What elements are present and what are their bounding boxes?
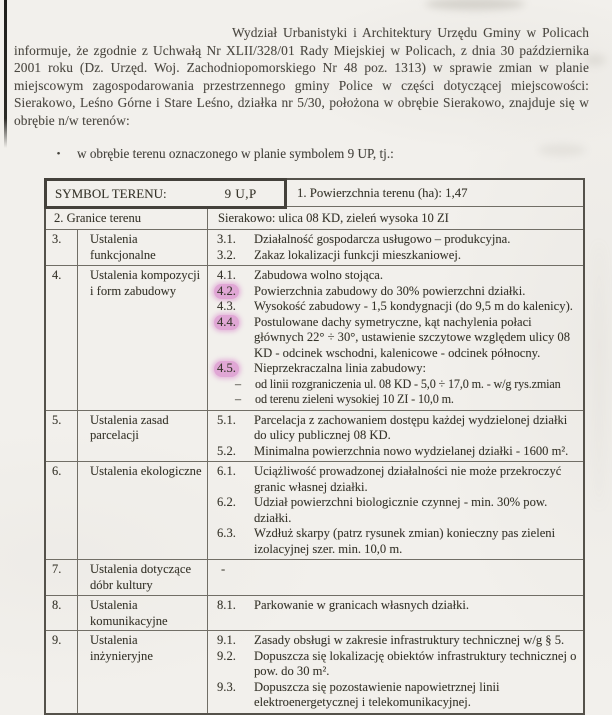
- item-number: 8.1.: [217, 598, 236, 612]
- bullet-text: w obrębie terenu oznaczonego w planie symbolem 9 UP, tj.:: [77, 146, 394, 161]
- list-item: [217, 315, 579, 362]
- item-number-highlighted: 4.2.: [214, 284, 239, 300]
- item-number: 5.2.: [217, 443, 236, 458]
- list-item: -: [221, 562, 226, 576]
- item-number-highlighted: 4.5.: [214, 361, 239, 377]
- sub-list-item: [217, 392, 579, 408]
- row-label: Ustalenia ekologiczne: [78, 462, 208, 559]
- row-label: Ustalenia komunikacyjne: [78, 596, 208, 630]
- table-row: [46, 560, 583, 596]
- item-text: Minimalna powierzchnia nowo wydzielanej działki - 1600 m².: [254, 443, 569, 458]
- item-text: Nieprzekraczalna linia zabudowy:: [254, 361, 427, 375]
- row-label: Ustalenia zasad parcelacji: [78, 411, 208, 462]
- item-text: Parkowanie w granicach własnych działki.: [254, 598, 470, 612]
- row-content: [208, 462, 583, 559]
- row-label: Ustalenia kompozycji i form zabudowy: [78, 266, 208, 410]
- row-number: 6.: [46, 462, 78, 559]
- list-item: [217, 649, 579, 680]
- item-text: Parcelacja z zachowaniem dostępu każdej wydzielonej działki do ulicy publicznej 08 KD.: [254, 412, 568, 442]
- item-text: Wzdłuż skarpy (patrz rysunek zmian) konieczny pas zieleni izolacyjnej szer. min. 10,0 m.: [254, 526, 556, 556]
- list-item: [217, 526, 579, 557]
- row-number: 8.: [46, 596, 78, 630]
- table-row: [46, 631, 583, 713]
- item-number: 6.2.: [217, 495, 236, 509]
- item-text: Dopuszcza się pozostawienie napowietrznej linii elektroenergetycznej i telekomunikacyjnej.: [254, 679, 500, 709]
- table-header-row: [46, 180, 583, 207]
- item-number: 6.3.: [217, 526, 236, 540]
- row-content: [208, 631, 583, 713]
- item-number: 9.2.: [217, 648, 236, 663]
- item-number-highlighted: 4.4.: [214, 315, 239, 331]
- row-number: 3.: [46, 230, 78, 265]
- list-item: [217, 268, 579, 284]
- granice-label-cell: 2. Granice terenu: [46, 207, 208, 229]
- bleedthrough-smudge: [538, 144, 586, 156]
- list-item: [217, 464, 579, 495]
- row-label: Ustalenia dotyczące dóbr kultury: [78, 560, 208, 595]
- row-label: Ustalenia inżynieryjne: [78, 631, 208, 713]
- row-content: [208, 560, 583, 595]
- item-text: Uciążliwość prowadzonej działalności nie może przekroczyć granic własnej działki.: [254, 464, 562, 494]
- row-number: 9.: [46, 631, 78, 713]
- list-item: [217, 413, 579, 444]
- item-number: 9.3.: [217, 679, 236, 694]
- table-row: [46, 230, 583, 266]
- row-content: [208, 230, 583, 265]
- plan-table: [44, 178, 585, 715]
- item-number: 9.1.: [217, 633, 236, 647]
- item-number: 3.2.: [217, 247, 236, 262]
- granice-value-cell: Sierakowo: ulica 08 KD, zieleń wysoka 10 ZI: [218, 210, 449, 225]
- list-item: [217, 633, 579, 649]
- bullet-icon: •: [56, 148, 61, 160]
- symbol-terenu-box: [44, 178, 287, 209]
- list-item: [217, 248, 579, 264]
- dash-icon: –: [235, 376, 241, 391]
- scan-edge-artifact: [4, 0, 7, 148]
- item-text: Powierzchnia zabudowy do 30% powierzchni działki.: [254, 283, 526, 298]
- area-text: 1. Powierzchnia terenu (ha): 1,47: [297, 185, 468, 200]
- list-item: [217, 299, 579, 315]
- row-content: [208, 266, 583, 410]
- table-row: [46, 596, 583, 631]
- table-rows: [46, 230, 583, 713]
- bleedthrough-smudge: [594, 240, 604, 510]
- symbol-terenu-label: SYMBOL TERENU:: [55, 185, 167, 201]
- symbol-terenu-value: 9 U,P: [224, 185, 257, 201]
- list-item: [217, 495, 579, 526]
- item-text: Zabudowa wolno stojąca.: [254, 268, 384, 282]
- item-number: 3.1.: [217, 232, 236, 246]
- bullet-item: [40, 146, 394, 162]
- item-number: 4.3.: [217, 299, 236, 313]
- row-content: [208, 596, 583, 630]
- row-label: Ustalenia funkcjonalne: [78, 230, 208, 265]
- row-number: 5.: [46, 411, 78, 462]
- list-item: [217, 680, 579, 711]
- sub-item-text: od terenu zieleni wysokiej 10 ZI - 10,0 m.: [255, 392, 454, 406]
- sub-item-text: od linii rozgraniczenia ul. 08 KD - 5,0 ÷ 17,0 m. - w/g rys.zmian: [255, 376, 561, 391]
- item-text: Zakaz lokalizacji funkcji mieszkaniowej.: [254, 247, 462, 262]
- list-item: [217, 284, 579, 300]
- bleedthrough-smudge: [425, 0, 525, 10]
- item-text: Postulowane dachy symetryczne, kąt nachylenia połaci głównych 22° ÷ 30°, ustawienie szczytowe względem ulicy 08 KD - odcinek wschodni, kalenicowe - odcinek północny.: [254, 314, 571, 360]
- table-row: [46, 462, 583, 560]
- row-content: [208, 411, 583, 462]
- intro-paragraph: Wydział Urbanistyki i Architektury Urzędu Gminy w Policach informuje, że zgodnie z Uchwałą Nr XLII/328/01 Rady Miejskiej w Policach, z dnia 30 października 2001 roku (Dz. Urzęd. Woj. Zachodniopomorskiego Nr 48 poz. 1313) w sprawie zmian w planie miejscowym zagospodarowania przestrzennego gminy Police w części dotyczącej miejscowości: Sierakowo, Leśno Górne i Stare Leśno, działka nr 5/30, położona w obrębie Sierakowo, znajduje się w obrębie n/w terenów:: [14, 25, 589, 128]
- granice-row: [46, 207, 583, 230]
- item-number: 5.1.: [217, 412, 236, 427]
- dash-icon: –: [235, 392, 241, 406]
- item-text: Wysokość zabudowy - 1,5 kondygnacji (do 9,5 m do kalenicy).: [254, 299, 573, 313]
- area-cell: [287, 180, 583, 206]
- list-item: [217, 232, 579, 248]
- sub-list-item: [217, 377, 579, 393]
- item-number: 6.1.: [217, 464, 236, 478]
- item-text: Udział powierzchni biologicznie czynnej - min. 30% pow. działki.: [254, 495, 548, 525]
- item-text: Działalność gospodarcza usługowo – produkcyjna.: [254, 232, 511, 246]
- row-number: 4.: [46, 266, 78, 410]
- table-row: [46, 411, 583, 463]
- item-text: Zasady obsługi w zakresie infrastruktury technicznej w/g § 5.: [254, 633, 565, 647]
- table-row: [46, 266, 583, 411]
- list-item: [217, 444, 579, 460]
- item-number: 4.1.: [217, 268, 236, 282]
- list-item: [217, 598, 579, 614]
- list-item: [217, 361, 579, 377]
- row-number: 7.: [46, 560, 78, 595]
- item-text: Dopuszcza się lokalizację obiektów infrastruktury technicznej o pow. do 30 m².: [254, 648, 577, 678]
